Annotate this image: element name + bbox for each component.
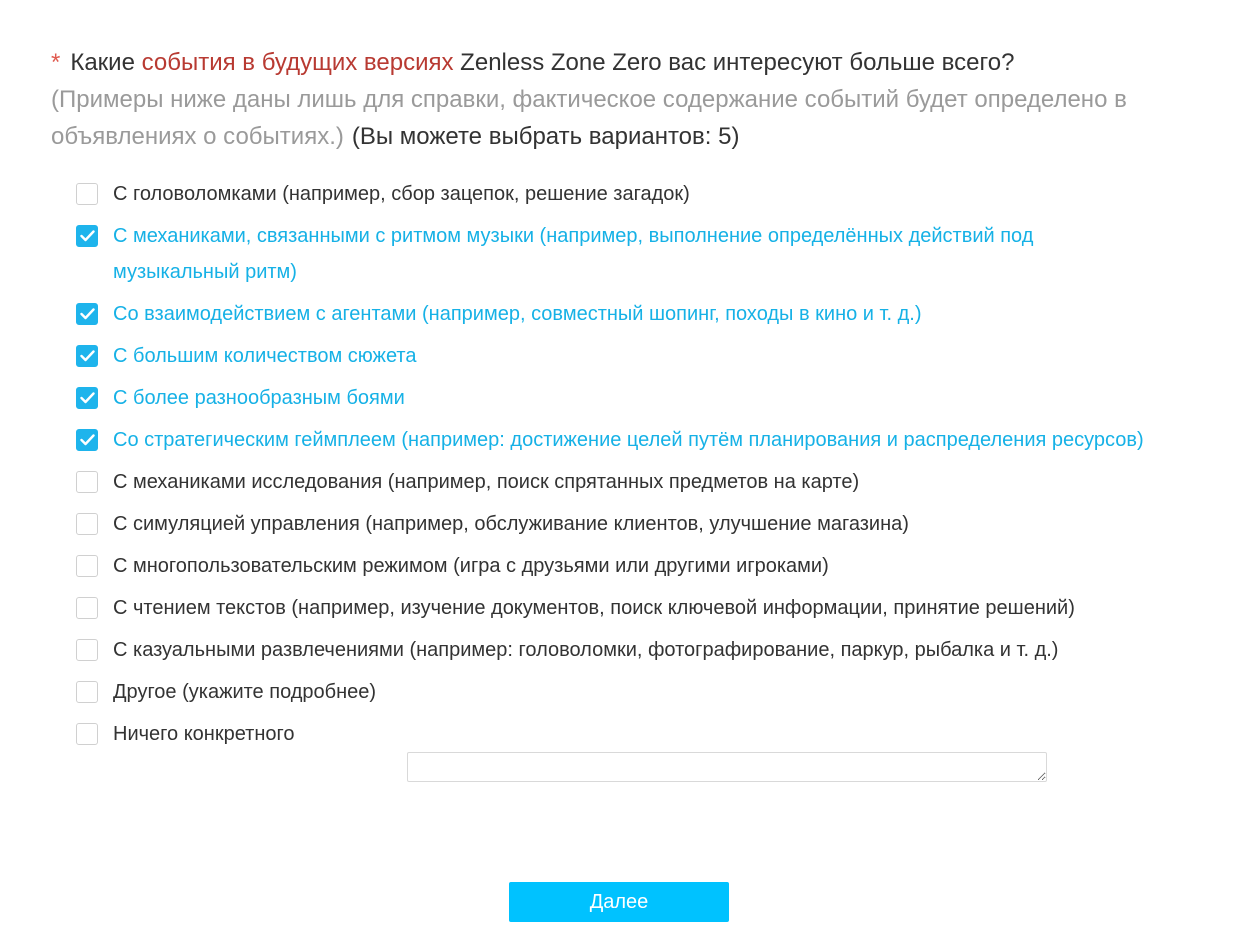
option-music-rhythm[interactable] <box>76 218 1156 290</box>
option-exploration[interactable] <box>76 464 1156 500</box>
option-nothing-specific[interactable] <box>76 716 1156 752</box>
option-label: С казуальными развлечениями (например: головоломки, фотографирование, паркур, рыбалка и т. д.) <box>113 639 1059 661</box>
other-details-input[interactable] <box>407 752 1047 782</box>
question-text-before: Какие <box>70 49 142 76</box>
checkbox[interactable] <box>76 225 98 247</box>
checkbox[interactable] <box>76 183 98 205</box>
check-icon <box>80 434 95 446</box>
option-label: С симуляцией управления (например, обслуживание клиентов, улучшение магазина) <box>113 513 909 535</box>
selection-limit: (Вы можете выбрать вариантов: 5) <box>351 123 740 150</box>
checkbox[interactable] <box>76 639 98 661</box>
option-multiplayer[interactable] <box>76 548 1156 584</box>
question-title <box>51 44 1171 155</box>
option-more-story[interactable] <box>76 338 1156 374</box>
checkbox[interactable] <box>76 429 98 451</box>
check-icon <box>80 308 95 320</box>
option-label: С чтением текстов (например, изучение документов, поиск ключевой информации, принятие решений) <box>113 597 1075 619</box>
option-strategy[interactable] <box>76 422 1156 458</box>
check-icon <box>80 230 95 242</box>
question-highlight: события в будущих версиях <box>141 49 454 76</box>
checkbox[interactable] <box>76 387 98 409</box>
check-icon <box>80 392 95 404</box>
option-label: С головоломками (например, сбор зацепок, решение загадок) <box>113 183 690 205</box>
checkbox[interactable] <box>76 303 98 325</box>
checkbox[interactable] <box>76 471 98 493</box>
option-puzzles[interactable] <box>76 176 1156 212</box>
checkbox[interactable] <box>76 513 98 535</box>
question-hint: (Примеры ниже даны лишь для справки, фактическое содержание событий будет определено в объявлениях о событиях.) <box>51 86 1127 150</box>
option-label: Со стратегическим геймплеем (например: достижение целей путём планирования и распределения ресурсов) <box>113 429 1144 451</box>
option-varied-combat[interactable] <box>76 380 1156 416</box>
required-mark: * <box>51 49 61 76</box>
option-casual[interactable] <box>76 632 1156 668</box>
option-agent-interaction[interactable] <box>76 296 1156 332</box>
checkbox[interactable] <box>76 723 98 745</box>
checkbox[interactable] <box>76 345 98 367</box>
option-label: Другое (укажите подробнее) <box>113 681 377 703</box>
checkbox[interactable] <box>76 597 98 619</box>
check-icon <box>80 350 95 362</box>
option-other[interactable] <box>76 674 1156 710</box>
options-list <box>76 176 1156 758</box>
option-label: Ничего конкретного <box>113 723 295 745</box>
checkbox[interactable] <box>76 681 98 703</box>
option-management-sim[interactable] <box>76 506 1156 542</box>
checkbox[interactable] <box>76 555 98 577</box>
option-label: С большим количеством сюжета <box>113 345 417 367</box>
option-label: С механиками, связанными с ритмом музыки (например, выполнение определённых действий под музыкальный ритм) <box>113 225 1034 283</box>
next-button[interactable]: Далее <box>509 882 729 922</box>
option-label: С механиками исследования (например, поиск спрятанных предметов на карте) <box>113 471 860 493</box>
option-text-reading[interactable] <box>76 590 1156 626</box>
question-text-after: Zenless Zone Zero вас интересуют больше всего? <box>453 49 1015 76</box>
option-label: С более разнообразным боями <box>113 387 405 409</box>
option-label: Со взаимодействием с агентами (например, совместный шопинг, походы в кино и т. д.) <box>113 303 922 325</box>
option-label: С многопользовательским режимом (игра с друзьями или другими игроками) <box>113 555 829 577</box>
